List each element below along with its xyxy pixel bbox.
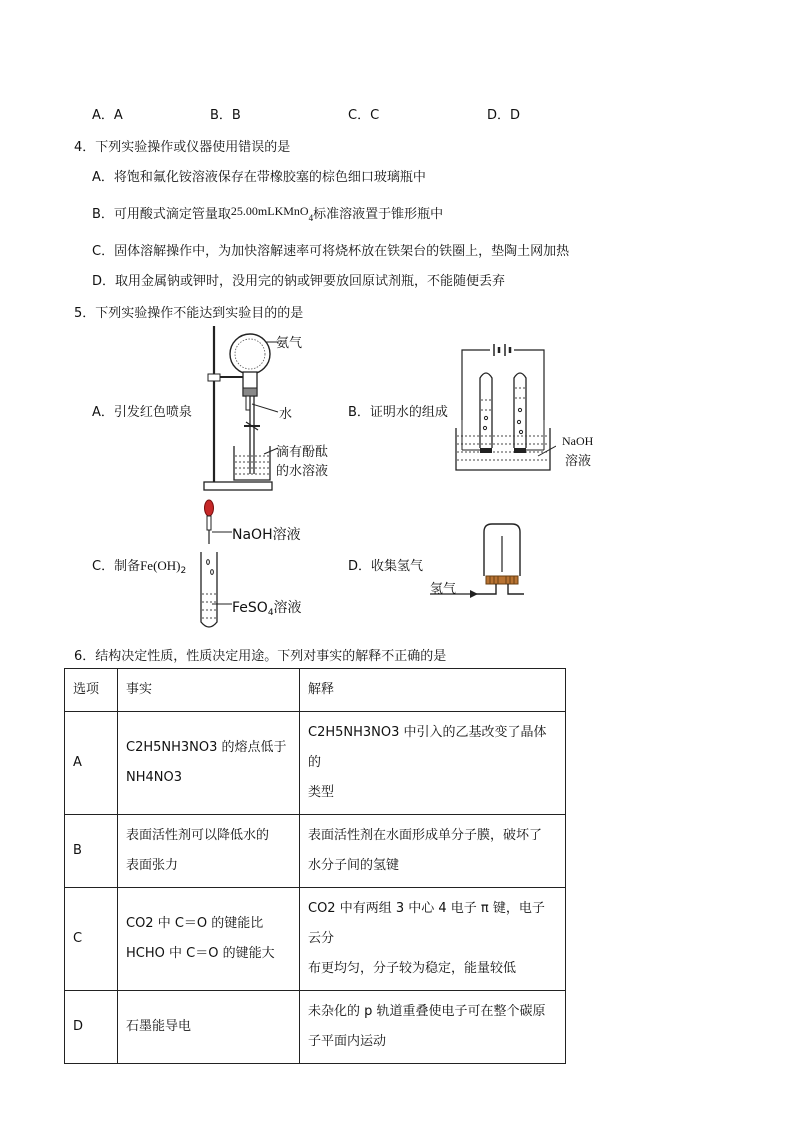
c-label-chem: Fe(OH)	[140, 558, 181, 573]
q3-option-b: B．B	[210, 108, 241, 123]
header-fact: 事实	[118, 669, 300, 712]
q3-option-d: D．D	[487, 108, 521, 123]
q5-stem: 5．下列实验操作不能达到实验目的的是	[74, 306, 304, 321]
c-feso4-label	[232, 597, 302, 618]
table-row	[65, 991, 566, 1064]
row-fact	[118, 888, 300, 991]
row-exp-line1: 未杂化的 p 轨道重叠使电子可在整个碳原	[308, 1004, 546, 1019]
row-explanation	[300, 888, 566, 991]
row-fact	[118, 815, 300, 888]
q4-b-value: 25.00mLKMnO	[230, 204, 309, 218]
row-exp-line2: 水分子间的氢键	[308, 858, 400, 873]
c-label-pre: C．制备	[92, 559, 141, 574]
row-exp-line2: 布更均匀，分子较为稳定，能量较低	[308, 961, 517, 976]
table-header-row	[65, 669, 566, 712]
ferrous-hydroxide-apparatus-diagram	[196, 498, 236, 632]
row-exp-line1: 表面活性剂在水面形成单分子膜，破坏了	[308, 828, 543, 843]
table-row	[65, 712, 566, 815]
q4-b-pre: B．可用酸式滴定管量取	[92, 207, 231, 222]
q4-b-post: 标准溶液置于锥形瓶中	[313, 207, 444, 222]
q6-stem: 6．结构决定性质，性质决定用途。下列对事实的解释不正确的是	[74, 649, 447, 664]
d-hydrogen-label: 氢气	[430, 582, 457, 597]
row-option: D	[65, 991, 118, 1064]
b-naoh-label: NaOH	[562, 434, 594, 448]
q5-option-c-label	[92, 555, 186, 576]
a-solution-label-2: 的水溶液	[276, 464, 329, 479]
table-row	[65, 888, 566, 991]
b-solution-label: 溶液	[565, 454, 592, 469]
q3-option-c: C．C	[348, 108, 380, 123]
row-explanation	[300, 991, 566, 1064]
a-solution-label-1: 滴有酚酞	[276, 445, 329, 460]
row-fact	[118, 991, 300, 1064]
row-explanation	[300, 815, 566, 888]
q4-option-c: C．固体溶解操作中，为加快溶解速率可将烧杯放在铁架台的铁圈上，垫陶土网加热	[92, 244, 570, 259]
row-exp-line2: 类型	[308, 785, 335, 800]
c-label-sub: 2	[180, 566, 187, 576]
q4-stem: 4．下列实验操作或仪器使用错误的是	[74, 140, 291, 155]
q5-option-b-label: B．证明水的组成	[348, 405, 448, 420]
row-explanation	[300, 712, 566, 815]
q4-option-a: A．将饱和氟化铵溶液保存在带橡胶塞的棕色细口玻璃瓶中	[92, 170, 426, 185]
header-explanation: 解释	[300, 669, 566, 712]
a-ammonia-label: 氨气	[276, 336, 303, 351]
q6-facts-table	[64, 668, 566, 1064]
c-feso4-sub: 4	[267, 608, 274, 618]
c-feso4-text: FeSO	[232, 600, 268, 616]
row-exp-line2: 子平面内运动	[308, 1034, 387, 1049]
c-feso4-post: 溶液	[273, 600, 302, 616]
row-fact-line2: HCHO 中 C＝O 的键能大	[126, 946, 275, 961]
row-option: A	[65, 712, 118, 815]
row-exp-line1: C2H5NH3NO3 中引入的乙基改变了晶体的	[308, 725, 547, 770]
row-fact-line1: 表面活性剂可以降低水的	[126, 828, 270, 843]
header-option: 选项	[65, 669, 118, 712]
q4-option-d: D．取用金属钠或钾时，没用完的钠或钾要放回原试剂瓶，不能随便丢弃	[92, 274, 506, 289]
row-fact-line2: NH4NO3	[126, 770, 182, 785]
electrolysis-apparatus-diagram	[452, 340, 556, 474]
a-water-label: 水	[279, 407, 293, 422]
row-exp-line1: CO2 中有两组 3 中心 4 电子 π 键，电子云分	[308, 901, 545, 946]
q5-option-d-label: D．收集氢气	[348, 559, 424, 574]
row-option: B	[65, 815, 118, 888]
q4-option-b	[92, 203, 443, 223]
q5-option-a-label: A．引发红色喷泉	[92, 405, 192, 420]
q4-b-sub: 4	[308, 213, 314, 223]
row-fact-line1: 石墨能导电	[126, 1019, 192, 1034]
c-naoh-label: NaOH溶液	[232, 527, 301, 543]
q3-option-a: A．A	[92, 108, 123, 123]
row-fact-line2: 表面张力	[126, 858, 179, 873]
row-option: C	[65, 888, 118, 991]
row-fact-line1: C2H5NH3NO3 的熔点低于	[126, 740, 287, 755]
row-fact	[118, 712, 300, 815]
table-row	[65, 815, 566, 888]
row-fact-line1: CO2 中 C＝O 的键能比	[126, 916, 264, 931]
